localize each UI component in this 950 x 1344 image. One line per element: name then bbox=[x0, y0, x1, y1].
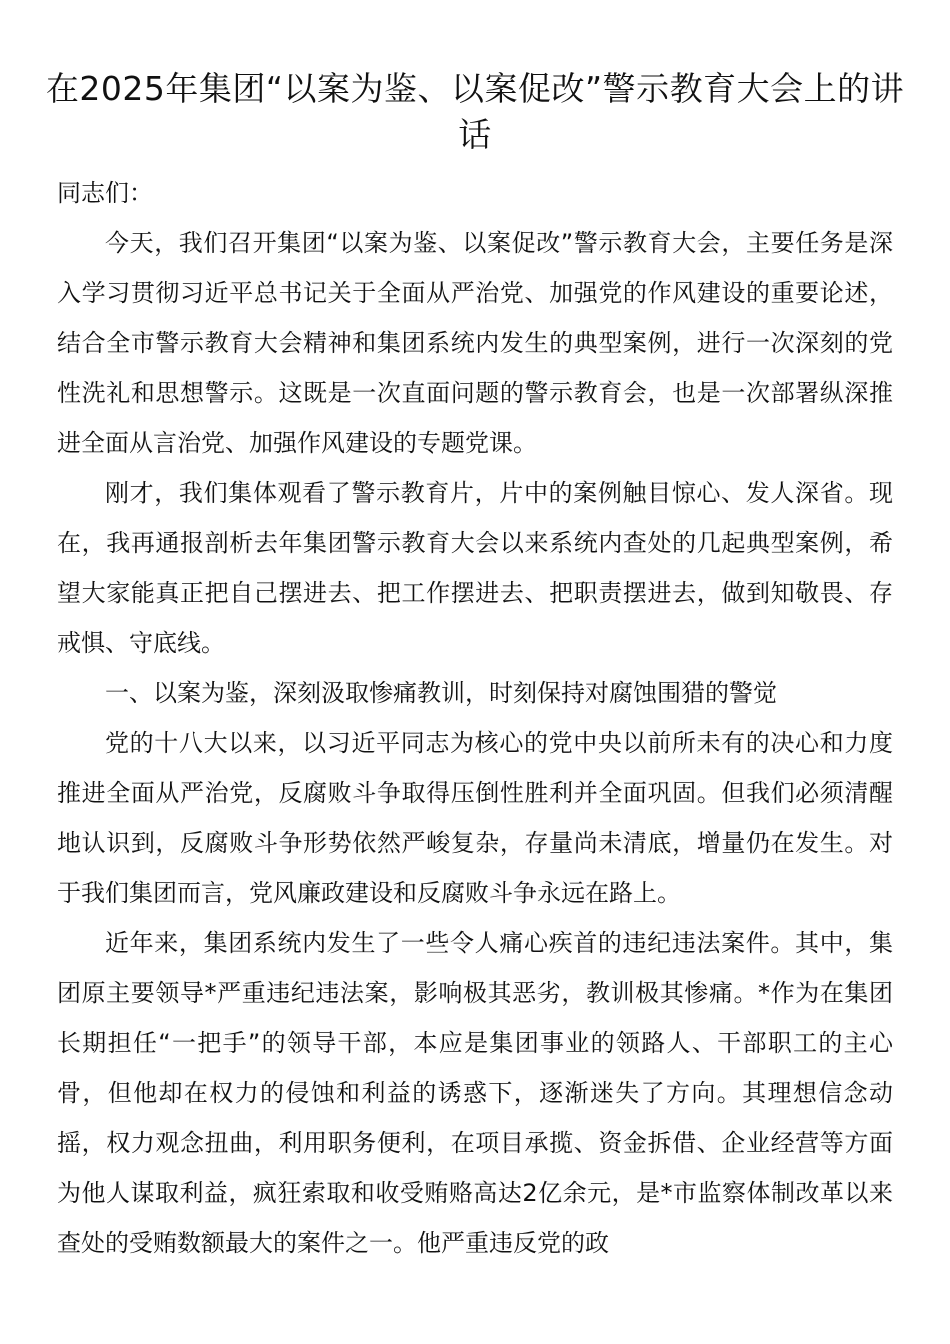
paragraph-opening: 今天，我们召开集团“以案为鉴、以案促改”警示教育大会，主要任务是深入学习贯彻习近平总书记关于全面从严治党、加强党的作风建设的重要论述，结合全市警示教育大会精神和集团系统内发生的典型案例，进行一次深刻的党性洗礼和思想警示。这既是一次直面问题的警示教育会，也是一次部署纵深推进全面从言治党、加强作风建设的专题党课。 bbox=[57, 229, 893, 457]
document-body bbox=[57, 168, 893, 1268]
paragraph-case: 近年来，集团系统内发生了一些令人痛心疾首的违纪违法案件。其中，集团原主要领导*严重违纪违法案，影响极其恶劣，教训极其惨痛。*作为在集团长期担任“一把手”的领导干部，本应是集团事业的领路人、干部职工的主心骨，但他却在权力的侵蚀和利益的诱惑下，逐渐迷失了方向。其理想信念动摇，权力观念扭曲，利用职务便利，在项目承揽、资金拆借、企业经营等方面为他人谋取利益，疯狂索取和收受贿赂高达2亿余元，是*市监察体制改革以来查处的受贿数额最大的案件之一。他严重违反党的政 bbox=[57, 929, 893, 1257]
salutation: 同志们： bbox=[57, 179, 153, 207]
paragraph-video-review: 刚才，我们集体观看了警示教育片，片中的案例触目惊心、发人深省。现在，我再通报剖析去年集团警示教育大会以来系统内查处的几起典型案例，希望大家能真正把自己摆进去、把工作摆进去、把职责摆进去，做到知敬畏、存戒惧、守底线。 bbox=[57, 479, 893, 657]
paragraph-situation: 党的十八大以来，以习近平同志为核心的党中央以前所未有的决心和力度推进全面从严治党，反腐败斗争取得压倒性胜利并全面巩固。但我们必须清醒地认识到，反腐败斗争形势依然严峻复杂，存量尚未清底，增量仍在发生。对于我们集团而言，党风廉政建设和反腐败斗争永远在路上。 bbox=[57, 729, 893, 907]
section-heading: 一、以案为鉴，深刻汲取惨痛教训，时刻保持对腐蚀围猎的警觉 bbox=[105, 679, 777, 707]
document-title: 在2025年集团“以案为鉴、以案促改”警示教育大会上的讲话 bbox=[45, 69, 905, 154]
